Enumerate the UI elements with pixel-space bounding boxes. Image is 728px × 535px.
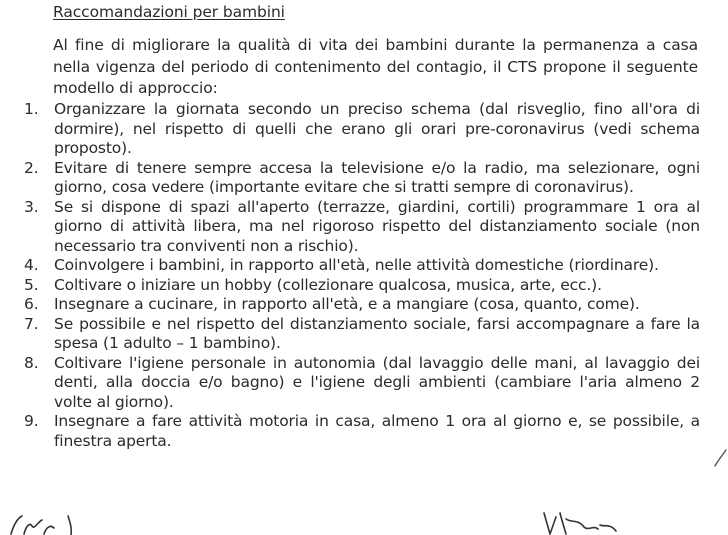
item-text: Evitare di tenere sempre accesa la televisione e/o la radio, ma selezionare, ogni giorno, cosa vedere (importante evitare che si tratti sempre di coronavirus).	[54, 158, 700, 196]
intro-paragraph: Al fine di migliorare la qualità di vita dei bambini durante la permanenza a casa nella vigenza del periodo di contenimento del contagio, il CTS propone il seguente modello di approccio:	[53, 36, 698, 97]
list-item	[24, 198, 700, 257]
list-item	[24, 354, 700, 413]
list-item	[24, 295, 700, 315]
item-number: 6.	[24, 295, 39, 313]
list-item	[24, 159, 700, 198]
item-text: Coinvolgere i bambini, in rapporto all'età, nelle attività domestiche (riordinare).	[54, 256, 659, 274]
section-heading: Raccomandazioni per bambini	[53, 3, 285, 21]
item-number: 7.	[24, 314, 39, 333]
item-text: Organizzare la giornata secondo un preciso schema (dal risveglio, fino all'ora di dormire), nel rispetto di quelli che erano gli orari pre-coronavirus (vedi schema proposto).	[54, 100, 700, 157]
handwritten-initials-left	[8, 510, 78, 535]
item-text: Coltivare l'igiene personale in autonomia (dal lavaggio delle mani, al lavaggio dei denti, alla doccia e/o bagno) e l'igiene degli ambienti (cambiare l'aria almeno 2 volte al giorno).	[54, 353, 700, 411]
list-item	[24, 412, 700, 451]
item-number: 5.	[24, 275, 39, 294]
handwritten-initials-right	[540, 505, 620, 535]
item-text: Insegnare a cucinare, in rapporto all'età, e a mangiare (cosa, quanto, come).	[54, 295, 640, 313]
recommendations-list	[24, 100, 700, 451]
item-number: 2.	[24, 158, 39, 177]
item-number: 4.	[24, 256, 39, 274]
item-text: Coltivare o iniziare un hobby (collezionare qualcosa, musica, arte, ecc.).	[54, 275, 602, 294]
margin-mark	[712, 448, 728, 468]
list-item	[24, 276, 700, 296]
item-number: 3.	[24, 197, 39, 216]
list-item	[24, 315, 700, 354]
item-text: Se possibile e nel rispetto del distanziamento sociale, farsi accompagnare a fare la spesa (1 adulto – 1 bambino).	[54, 314, 700, 352]
list-item	[24, 100, 700, 159]
item-text: Insegnare a fare attività motoria in casa, almeno 1 ora al giorno e, se possibile, a finestra aperta.	[54, 412, 700, 450]
item-text: Se si dispone di spazi all'aperto (terrazze, giardini, cortili) programmare 1 ora al giorno di attività libera, ma nel rigoroso rispetto del distanziamento sociale (non necessario tra conviventi non a rischio).	[54, 197, 700, 255]
item-number: 8.	[24, 353, 39, 372]
item-number: 9.	[24, 412, 39, 430]
list-item	[24, 256, 700, 276]
item-number: 1.	[24, 100, 39, 118]
